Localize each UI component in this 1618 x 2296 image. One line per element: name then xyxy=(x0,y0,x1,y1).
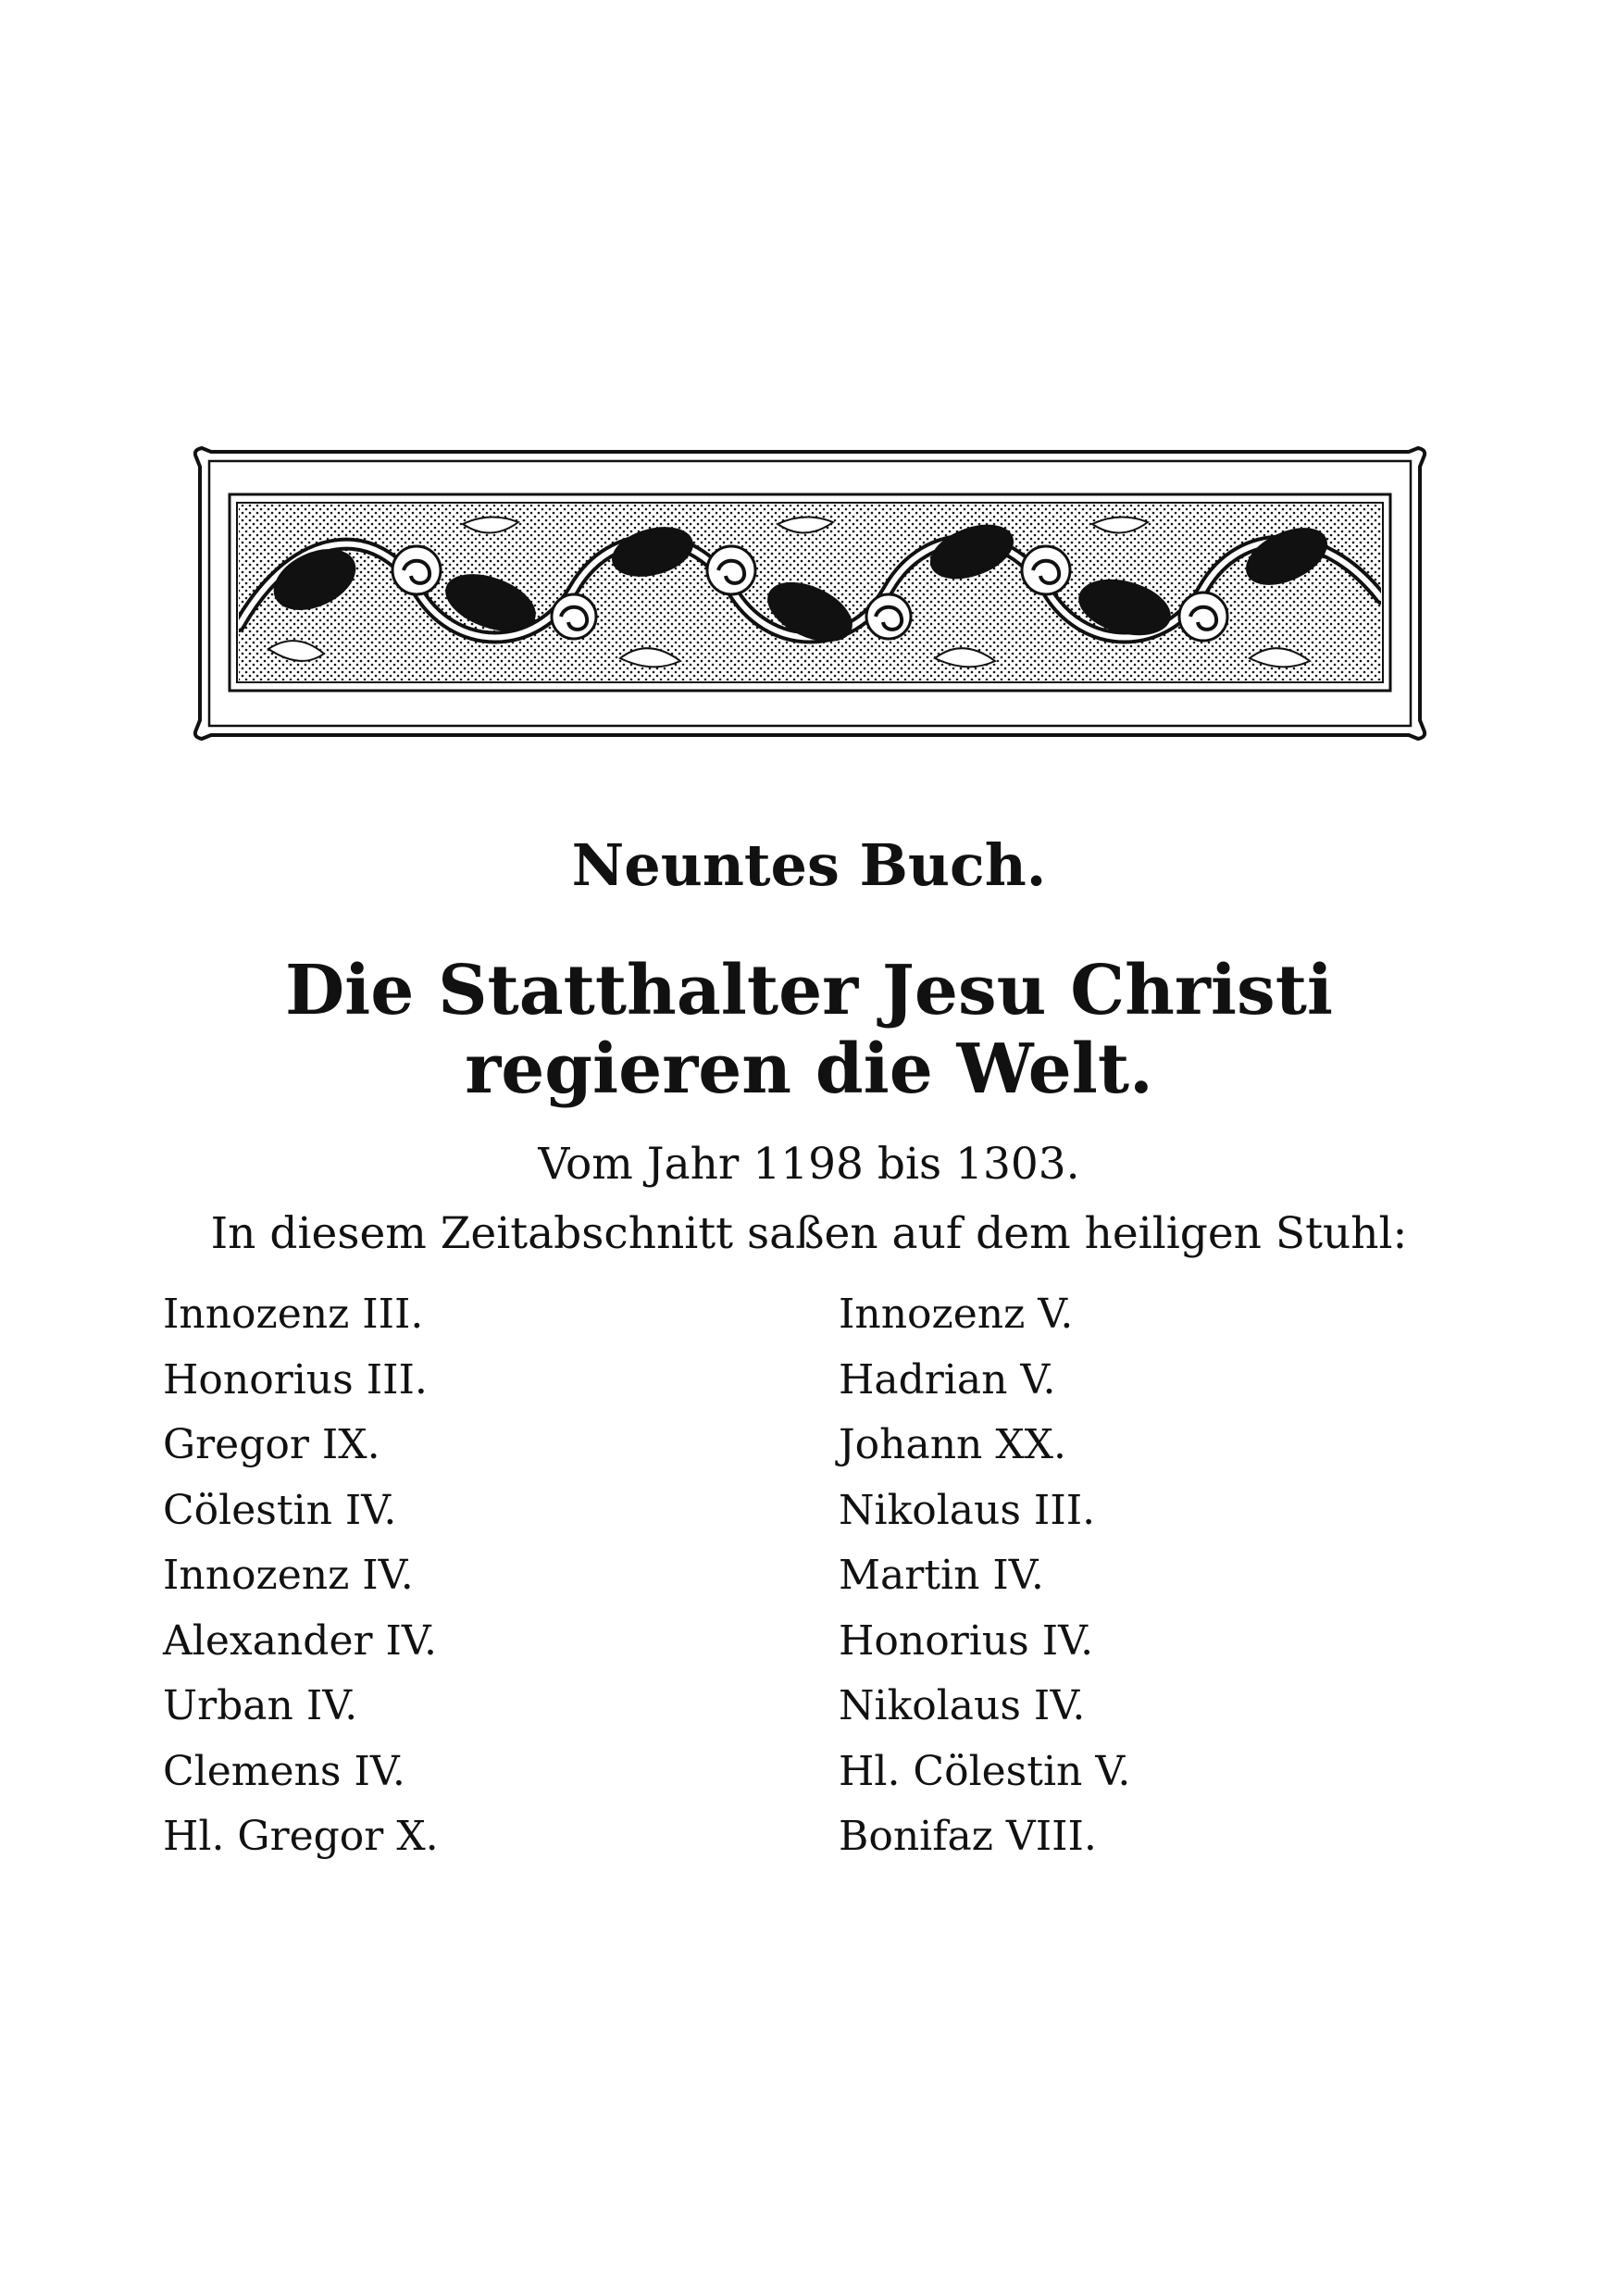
intro-text: In diesem Zeitabschnitt saßen auf dem heiligen Stuhl: xyxy=(210,1208,1408,1259)
title-line-2: regieren die Welt. xyxy=(465,1029,1153,1110)
list-item: Martin IV. xyxy=(839,1552,1044,1599)
list-item: Honorius III. xyxy=(163,1355,428,1404)
list-item: Urban IV. xyxy=(163,1682,358,1729)
list-item: Hl. Cölestin V. xyxy=(839,1747,1131,1795)
popes-list-left xyxy=(163,1285,439,1873)
list-item: Honorius IV. xyxy=(839,1616,1094,1665)
list-item: Innozenz IV. xyxy=(163,1552,414,1599)
page-title xyxy=(0,952,1618,1109)
list-item: Hl. Gregor X. xyxy=(163,1813,439,1860)
list-item: Nikolaus IV. xyxy=(839,1682,1086,1729)
list-item: Clemens IV. xyxy=(163,1747,405,1795)
list-item: Nikolaus III. xyxy=(839,1486,1096,1534)
list-item: Hadrian V. xyxy=(839,1355,1056,1404)
floral-vine-ornament-icon xyxy=(185,441,1435,746)
book-number-heading: Neuntes Buch. xyxy=(571,831,1047,899)
list-item: Innozenz V. xyxy=(839,1291,1074,1338)
list-item: Alexander IV. xyxy=(163,1616,437,1665)
title-line-1: Die Statthalter Jesu Christi xyxy=(284,951,1333,1030)
popes-list-right xyxy=(839,1285,1130,1873)
list-item: Johann XX. xyxy=(839,1421,1066,1468)
period-subtitle: Vom Jahr 1198 bis 1303. xyxy=(538,1139,1080,1190)
list-item: Bonifaz VIII. xyxy=(839,1813,1097,1860)
list-item: Gregor IX. xyxy=(163,1421,380,1468)
list-item: Cölestin IV. xyxy=(163,1486,397,1534)
list-item: Innozenz III. xyxy=(163,1291,424,1338)
